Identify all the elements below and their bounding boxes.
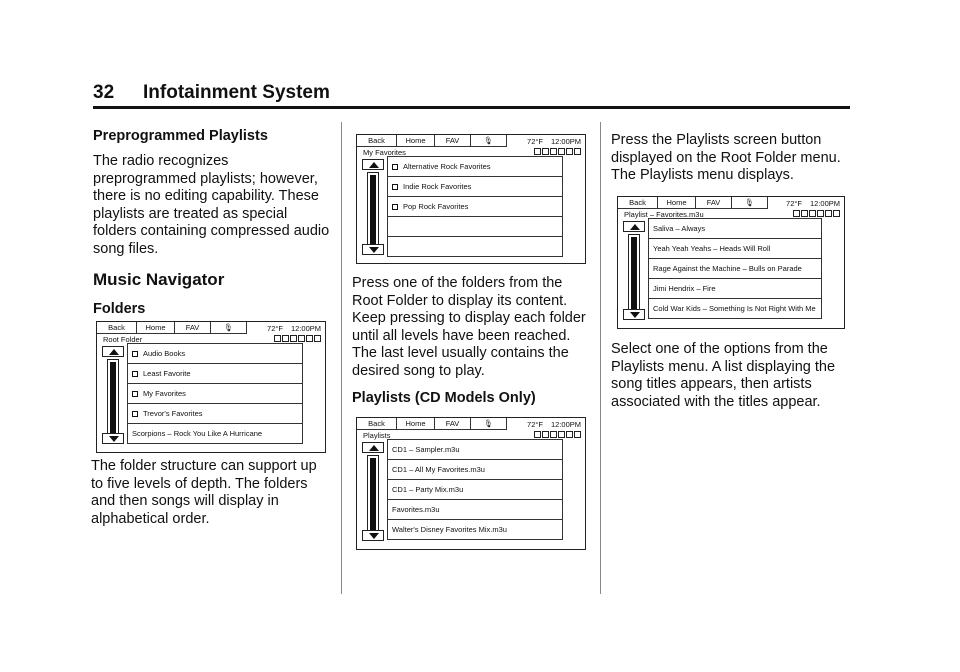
media-source-icon[interactable] (550, 148, 557, 155)
media-source-icon[interactable] (558, 148, 565, 155)
list-item-label: Saliva – Always (653, 224, 706, 233)
list-item[interactable] (387, 217, 563, 237)
heading-music-navigator: Music Navigator (93, 270, 225, 289)
list (387, 439, 563, 540)
media-source-icon[interactable] (558, 431, 565, 438)
list-item[interactable] (127, 404, 303, 424)
screen-top-bar (97, 322, 325, 334)
temperature: 72°F (267, 323, 283, 333)
media-source-icon[interactable] (274, 335, 281, 342)
media-source-icon[interactable] (542, 148, 549, 155)
list-item-label: Indie Rock Favorites (403, 182, 472, 191)
clock: 12:00PM (550, 419, 581, 429)
list-item[interactable] (387, 460, 563, 480)
list-item[interactable] (127, 344, 303, 364)
list-item-label: Scorpions – Rock You Like A Hurricane (132, 429, 263, 438)
voice-recognition-icon[interactable]: 🎙 (732, 197, 768, 209)
media-source-icon[interactable] (534, 431, 541, 438)
screen-playlist-favorites (617, 196, 845, 329)
home-button[interactable]: Home (658, 197, 696, 209)
home-button[interactable]: Home (137, 322, 175, 334)
media-source-icon[interactable] (282, 335, 289, 342)
scrollbar-thumb[interactable] (370, 175, 376, 244)
list-item[interactable] (127, 384, 303, 404)
list-item-label: Yeah Yeah Yeahs – Heads Will Roll (653, 244, 771, 253)
list-item-label: Cold War Kids – Something Is Not Right With Me (653, 304, 816, 313)
folder-icon (392, 204, 398, 210)
screen-title: Playlists (363, 431, 391, 440)
list-item[interactable] (387, 480, 563, 500)
column-3-lower (611, 341, 856, 411)
folder-icon (392, 164, 398, 170)
media-source-icon[interactable] (833, 210, 840, 217)
source-icons (534, 148, 581, 155)
list-item[interactable] (387, 177, 563, 197)
media-source-icon[interactable] (801, 210, 808, 217)
folder-icon (132, 391, 138, 397)
list-item-label: Trevor's Favorites (143, 409, 203, 418)
folder-icon (132, 351, 138, 357)
screen-title: My Favorites (363, 148, 406, 157)
media-source-icon[interactable] (825, 210, 832, 217)
column-1-lower (91, 458, 331, 528)
fav-button[interactable]: FAV (175, 322, 211, 334)
clock: 12:00PM (809, 198, 840, 208)
source-icons (534, 431, 581, 438)
media-source-icon[interactable] (817, 210, 824, 217)
voice-recognition-icon[interactable]: 🎙 (471, 418, 507, 430)
list-item[interactable] (648, 299, 822, 319)
back-button[interactable]: Back (357, 418, 397, 430)
list-item-label: Walter's Disney Favorites Mix.m3u (392, 525, 507, 534)
page-number: 32 (93, 82, 115, 103)
temperature: 72°F (786, 198, 802, 208)
scrollbar-track[interactable] (367, 455, 379, 531)
paragraph-preprogrammed: The radio recognizes preprogrammed playlists; however, there is no editing capability. These playlists are treated as special folders containing compressed audio song files. (93, 153, 330, 257)
media-source-icon[interactable] (574, 431, 581, 438)
paragraph-folders: The folder structure can support up to five levels of depth. The folders and then songs will display in alphabetical order. (91, 458, 317, 527)
home-button[interactable]: Home (397, 135, 435, 147)
media-source-icon[interactable] (534, 148, 541, 155)
paragraph-press-folders: Press one of the folders from the Root Folder to display its content. Keep pressing to display each folder until all levels have been reached. The last level usually contains the desired song to play. (352, 275, 586, 379)
source-icons (274, 335, 321, 342)
heading-preprogrammed-playlists: Preprogrammed Playlists (93, 128, 268, 144)
temperature: 72°F (527, 136, 543, 146)
column-2 (352, 275, 592, 407)
screen-top-bar (357, 135, 585, 147)
heading-playlists-cd: Playlists (CD Models Only) (352, 390, 536, 406)
scroll-up-button[interactable] (362, 442, 384, 453)
list (648, 218, 822, 319)
folder-icon (132, 371, 138, 377)
folder-icon (132, 411, 138, 417)
media-source-icon[interactable] (566, 148, 573, 155)
scrollbar-thumb[interactable] (370, 458, 376, 530)
scroll-up-button[interactable] (362, 159, 384, 170)
media-source-icon[interactable] (809, 210, 816, 217)
media-source-icon[interactable] (306, 335, 313, 342)
fav-button[interactable]: FAV (435, 418, 471, 430)
screen-title: Playlist – Favorites.m3u (624, 210, 704, 219)
media-source-icon[interactable] (574, 148, 581, 155)
list-item-label: CD1 – Party Mix.m3u (392, 485, 464, 494)
section-title: Infotainment System (143, 82, 330, 103)
list-item[interactable] (387, 520, 563, 540)
media-source-icon[interactable] (793, 210, 800, 217)
list (387, 156, 563, 257)
scroll-up-button[interactable] (102, 346, 124, 357)
scrollbar-track[interactable] (107, 359, 119, 434)
column-1 (93, 127, 333, 318)
clock: 12:00PM (550, 136, 581, 146)
back-button[interactable]: Back (357, 135, 397, 147)
screen-top-bar (618, 197, 844, 209)
list-item-label: Least Favorite (143, 369, 191, 378)
clock: 12:00PM (290, 323, 321, 333)
screen-root-folder (96, 321, 326, 453)
list-item[interactable] (387, 157, 563, 177)
list (127, 343, 303, 444)
fav-button[interactable]: FAV (696, 197, 732, 209)
back-button[interactable]: Back (618, 197, 658, 209)
list-item[interactable] (648, 279, 822, 299)
list-item-label: Favorites.m3u (392, 505, 440, 514)
media-source-icon[interactable] (566, 431, 573, 438)
scrollbar-thumb[interactable] (631, 237, 637, 309)
list-item[interactable] (127, 364, 303, 384)
list-item[interactable] (387, 500, 563, 520)
fav-button[interactable]: FAV (435, 135, 471, 147)
screen-title: Root Folder (103, 335, 143, 344)
scroll-down-button[interactable] (102, 433, 124, 444)
voice-recognition-icon[interactable]: 🎙 (211, 322, 247, 334)
list-item[interactable] (387, 440, 563, 460)
list-item[interactable] (648, 219, 822, 239)
list-item-label: Audio Books (143, 349, 186, 358)
media-source-icon[interactable] (542, 431, 549, 438)
back-button[interactable]: Back (97, 322, 137, 334)
column-3 (611, 132, 856, 185)
list-item[interactable] (387, 237, 563, 257)
heading-folders: Folders (93, 301, 146, 317)
list-item-label: Pop Rock Favorites (403, 202, 469, 211)
media-source-icon[interactable] (298, 335, 305, 342)
folder-icon (392, 184, 398, 190)
paragraph-press-playlists: Press the Playlists screen button displayed on the Root Folder menu. The Playlists menu displays. (611, 132, 841, 183)
media-source-icon[interactable] (290, 335, 297, 342)
screen-playlists (356, 417, 586, 550)
list-item[interactable] (127, 424, 303, 444)
media-source-icon[interactable] (314, 335, 321, 342)
scrollbar-track[interactable] (367, 172, 379, 245)
scroll-down-button[interactable] (362, 530, 384, 541)
screen-my-favorites (356, 134, 586, 264)
list-item[interactable] (648, 239, 822, 259)
list-item-label: CD1 – All My Favorites.m3u (392, 465, 485, 474)
list-item-label: Jimi Hendrix – Fire (653, 284, 716, 293)
temperature: 72°F (527, 419, 543, 429)
scroll-down-button[interactable] (362, 244, 384, 255)
voice-recognition-icon[interactable]: 🎙 (471, 135, 507, 147)
column-divider (600, 122, 601, 594)
list-item[interactable] (648, 259, 822, 279)
list-item-label: Alternative Rock Favorites (403, 162, 491, 171)
column-divider (341, 122, 342, 594)
home-button[interactable]: Home (397, 418, 435, 430)
list-item-label: CD1 – Sampler.m3u (392, 445, 460, 454)
screen-top-bar (357, 418, 585, 430)
scroll-down-button[interactable] (623, 309, 645, 320)
scrollbar-thumb[interactable] (110, 362, 116, 433)
paragraph-select-option: Select one of the options from the Playlists menu. A list displaying the song titles appears, then artists associated with the titles appear. (611, 341, 836, 410)
page-header (93, 82, 850, 109)
scroll-up-button[interactable] (623, 221, 645, 232)
list-item-label: My Favorites (143, 389, 186, 398)
scrollbar-track[interactable] (628, 234, 640, 310)
list-item[interactable] (387, 197, 563, 217)
list-item-label: Rage Against the Machine – Bulls on Parade (653, 264, 802, 273)
media-source-icon[interactable] (550, 431, 557, 438)
source-icons (793, 210, 840, 217)
